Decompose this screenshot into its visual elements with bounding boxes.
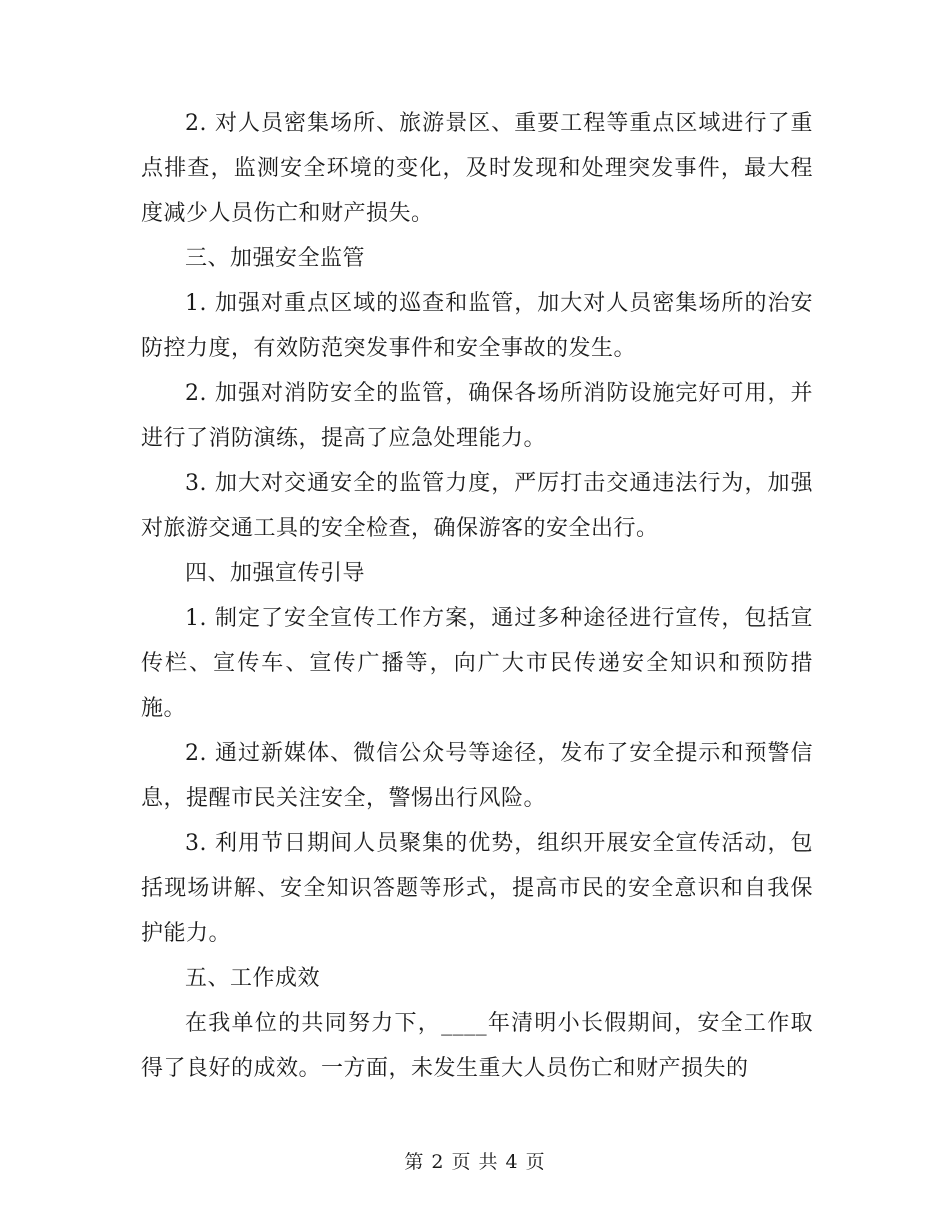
paragraph-results: 在我单位的共同努力下，____年清明小长假期间，安全工作取得了良好的成效。一方面，未发生重大人员伤亡和财产损失的 <box>141 1011 813 1081</box>
paragraph-patrol-supervision: 1. 加强对重点区域的巡查和监管，加大对人员密集场所的治安防控力度，有效防范突发事件和安全事故的发生。 <box>141 291 813 361</box>
paragraph-traffic-safety: 3. 加大对交通安全的监管力度，严厉打击交通违法行为，加强对旅游交通工具的安全检查，确保游客的安全出行。 <box>141 471 813 541</box>
paragraph-fire-safety: 2. 加强对消防安全的监管，确保各场所消防设施完好可用，并进行了消防演练，提高了应急处理能力。 <box>141 381 813 451</box>
section-heading-safety-supervision: 三、加强安全监管 <box>185 246 366 271</box>
section-heading-publicity: 四、加强宣传引导 <box>185 561 366 586</box>
section-heading-results: 五、工作成效 <box>185 966 321 991</box>
paragraph-new-media: 2. 通过新媒体、微信公众号等途径，发布了安全提示和预警信息，提醒市民关注安全，警惕出行风险。 <box>141 741 813 811</box>
document-body <box>141 101 813 1091</box>
page-number-footer: 第 2 页 共 4 页 <box>404 1151 546 1173</box>
paragraph-holiday-activities: 3. 利用节日期间人员聚集的优势，组织开展安全宣传活动，包括现场讲解、安全知识答题等形式，提高市民的安全意识和自我保护能力。 <box>141 831 813 946</box>
paragraph-publicity-plan: 1. 制定了安全宣传工作方案，通过多种途径进行宣传，包括宣传栏、宣传车、宣传广播等，向广大市民传递安全知识和预防措施。 <box>141 606 813 721</box>
paragraph-key-area-inspection: 2. 对人员密集场所、旅游景区、重要工程等重点区域进行了重点排查，监测安全环境的变化，及时发现和处理突发事件，最大程度减少人员伤亡和财产损失。 <box>141 111 813 226</box>
